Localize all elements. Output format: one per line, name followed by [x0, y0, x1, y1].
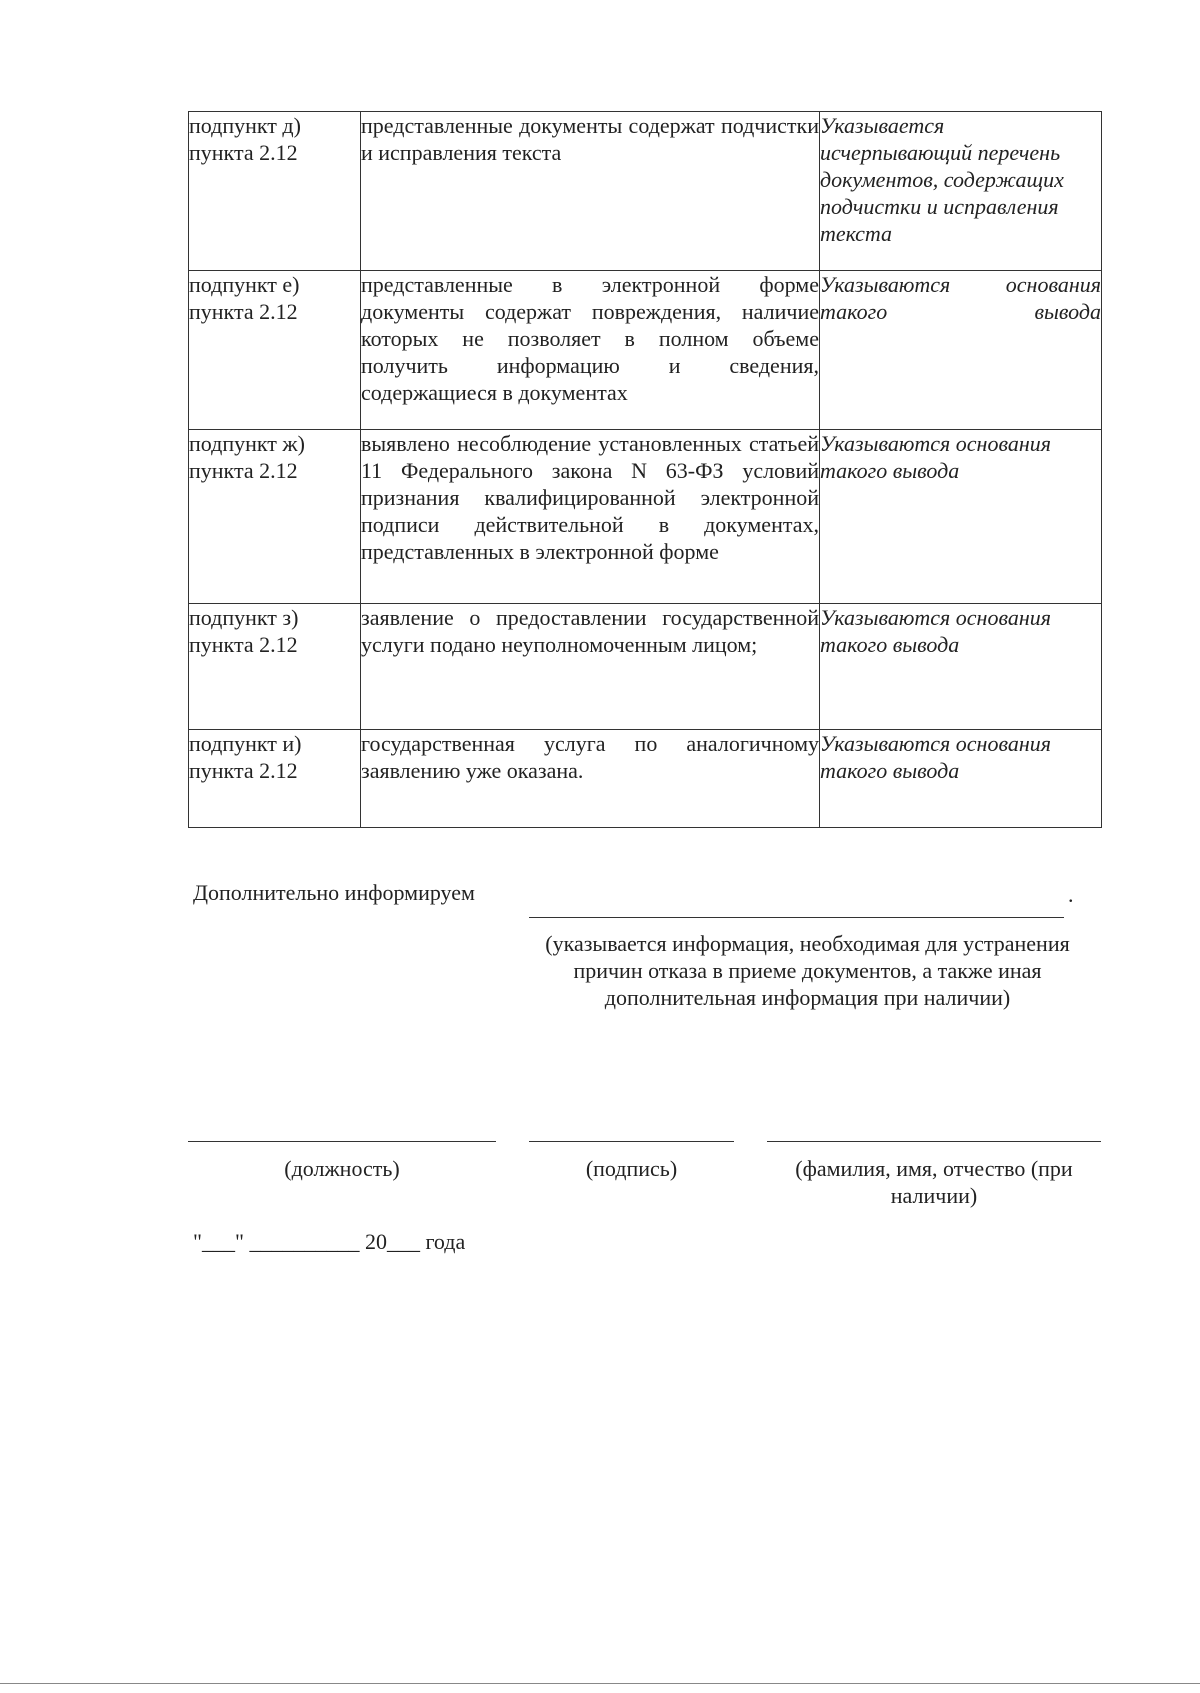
- clause-subpoint: подпункт и): [189, 731, 302, 756]
- table-row: [189, 271, 1102, 430]
- clause-point: пункта 2.12: [189, 632, 298, 657]
- clause-point: пункта 2.12: [189, 458, 298, 483]
- clause-point: пункта 2.12: [189, 140, 298, 165]
- reason-cell: представленные в электронной форме документы содержат повреждения, наличие которых не позволяет в полном объеме получить информацию и сведения, содержащиеся в документах: [361, 271, 820, 430]
- full-name-caption: (фамилия, имя, отчество (при наличии): [795, 1156, 1073, 1208]
- explanation-cell: Указывается исчерпывающий перечень документов, содержащих подчистки и исправления текста: [820, 112, 1102, 271]
- explanation-cell: Указываются основания такого вывода: [820, 604, 1102, 730]
- date-line[interactable]: "___" __________ 20___ года: [193, 1229, 466, 1254]
- reason-cell: заявление о предоставлении государственной услуги подано неуполномоченным лицом;: [361, 604, 820, 730]
- clause-point: пункта 2.12: [189, 299, 298, 324]
- clause-reference-cell: [189, 730, 361, 828]
- reason-cell: государственная услуга по аналогичному заявлению уже оказана.: [361, 730, 820, 828]
- additional-info-note: (указывается информация, необходимая для устранения причин отказа в приеме документов, а также иная дополнительная информация при наличии): [545, 931, 1070, 1010]
- additional-info-dot: .: [1068, 882, 1074, 907]
- clause-subpoint: подпункт з): [189, 605, 299, 630]
- clause-subpoint: подпункт ж): [189, 431, 305, 456]
- clause-subpoint: подпункт е): [189, 272, 300, 297]
- full-name-fill-line[interactable]: [767, 1141, 1101, 1142]
- explanation-cell: Указываются основания такого вывода: [820, 730, 1102, 828]
- explanation-cell: Указываются основания такого вывода: [820, 271, 1102, 430]
- reason-cell: выявлено несоблюдение установленных статьей 11 Федерального закона N 63-ФЗ условий признания квалифицированной электронной подписи действительной в документах, представленных в электронной форме: [361, 430, 820, 604]
- page-bottom-edge: [0, 1683, 1200, 1684]
- clause-reference-cell: [189, 430, 361, 604]
- position-caption: (должность): [284, 1156, 400, 1181]
- signature-caption: (подпись): [585, 1156, 678, 1181]
- position-fill-line[interactable]: [188, 1141, 496, 1142]
- table-row: [189, 604, 1102, 730]
- additional-info-label: Дополнительно информируем: [193, 880, 475, 905]
- clause-point: пункта 2.12: [189, 758, 298, 783]
- clause-subpoint: подпункт д): [189, 113, 301, 138]
- clause-reference-cell: [189, 604, 361, 730]
- additional-info-fill-line[interactable]: [529, 917, 1064, 918]
- clause-reference-cell: [189, 112, 361, 271]
- reason-cell: представленные документы содержат подчистки и исправления текста: [361, 112, 820, 271]
- refusal-reasons-table: [188, 111, 1102, 828]
- table-row: [189, 730, 1102, 828]
- table-row: [189, 430, 1102, 604]
- signature-fill-line[interactable]: [529, 1141, 734, 1142]
- table-row: [189, 112, 1102, 271]
- clause-reference-cell: [189, 271, 361, 430]
- explanation-cell: Указываются основания такого вывода: [820, 430, 1102, 604]
